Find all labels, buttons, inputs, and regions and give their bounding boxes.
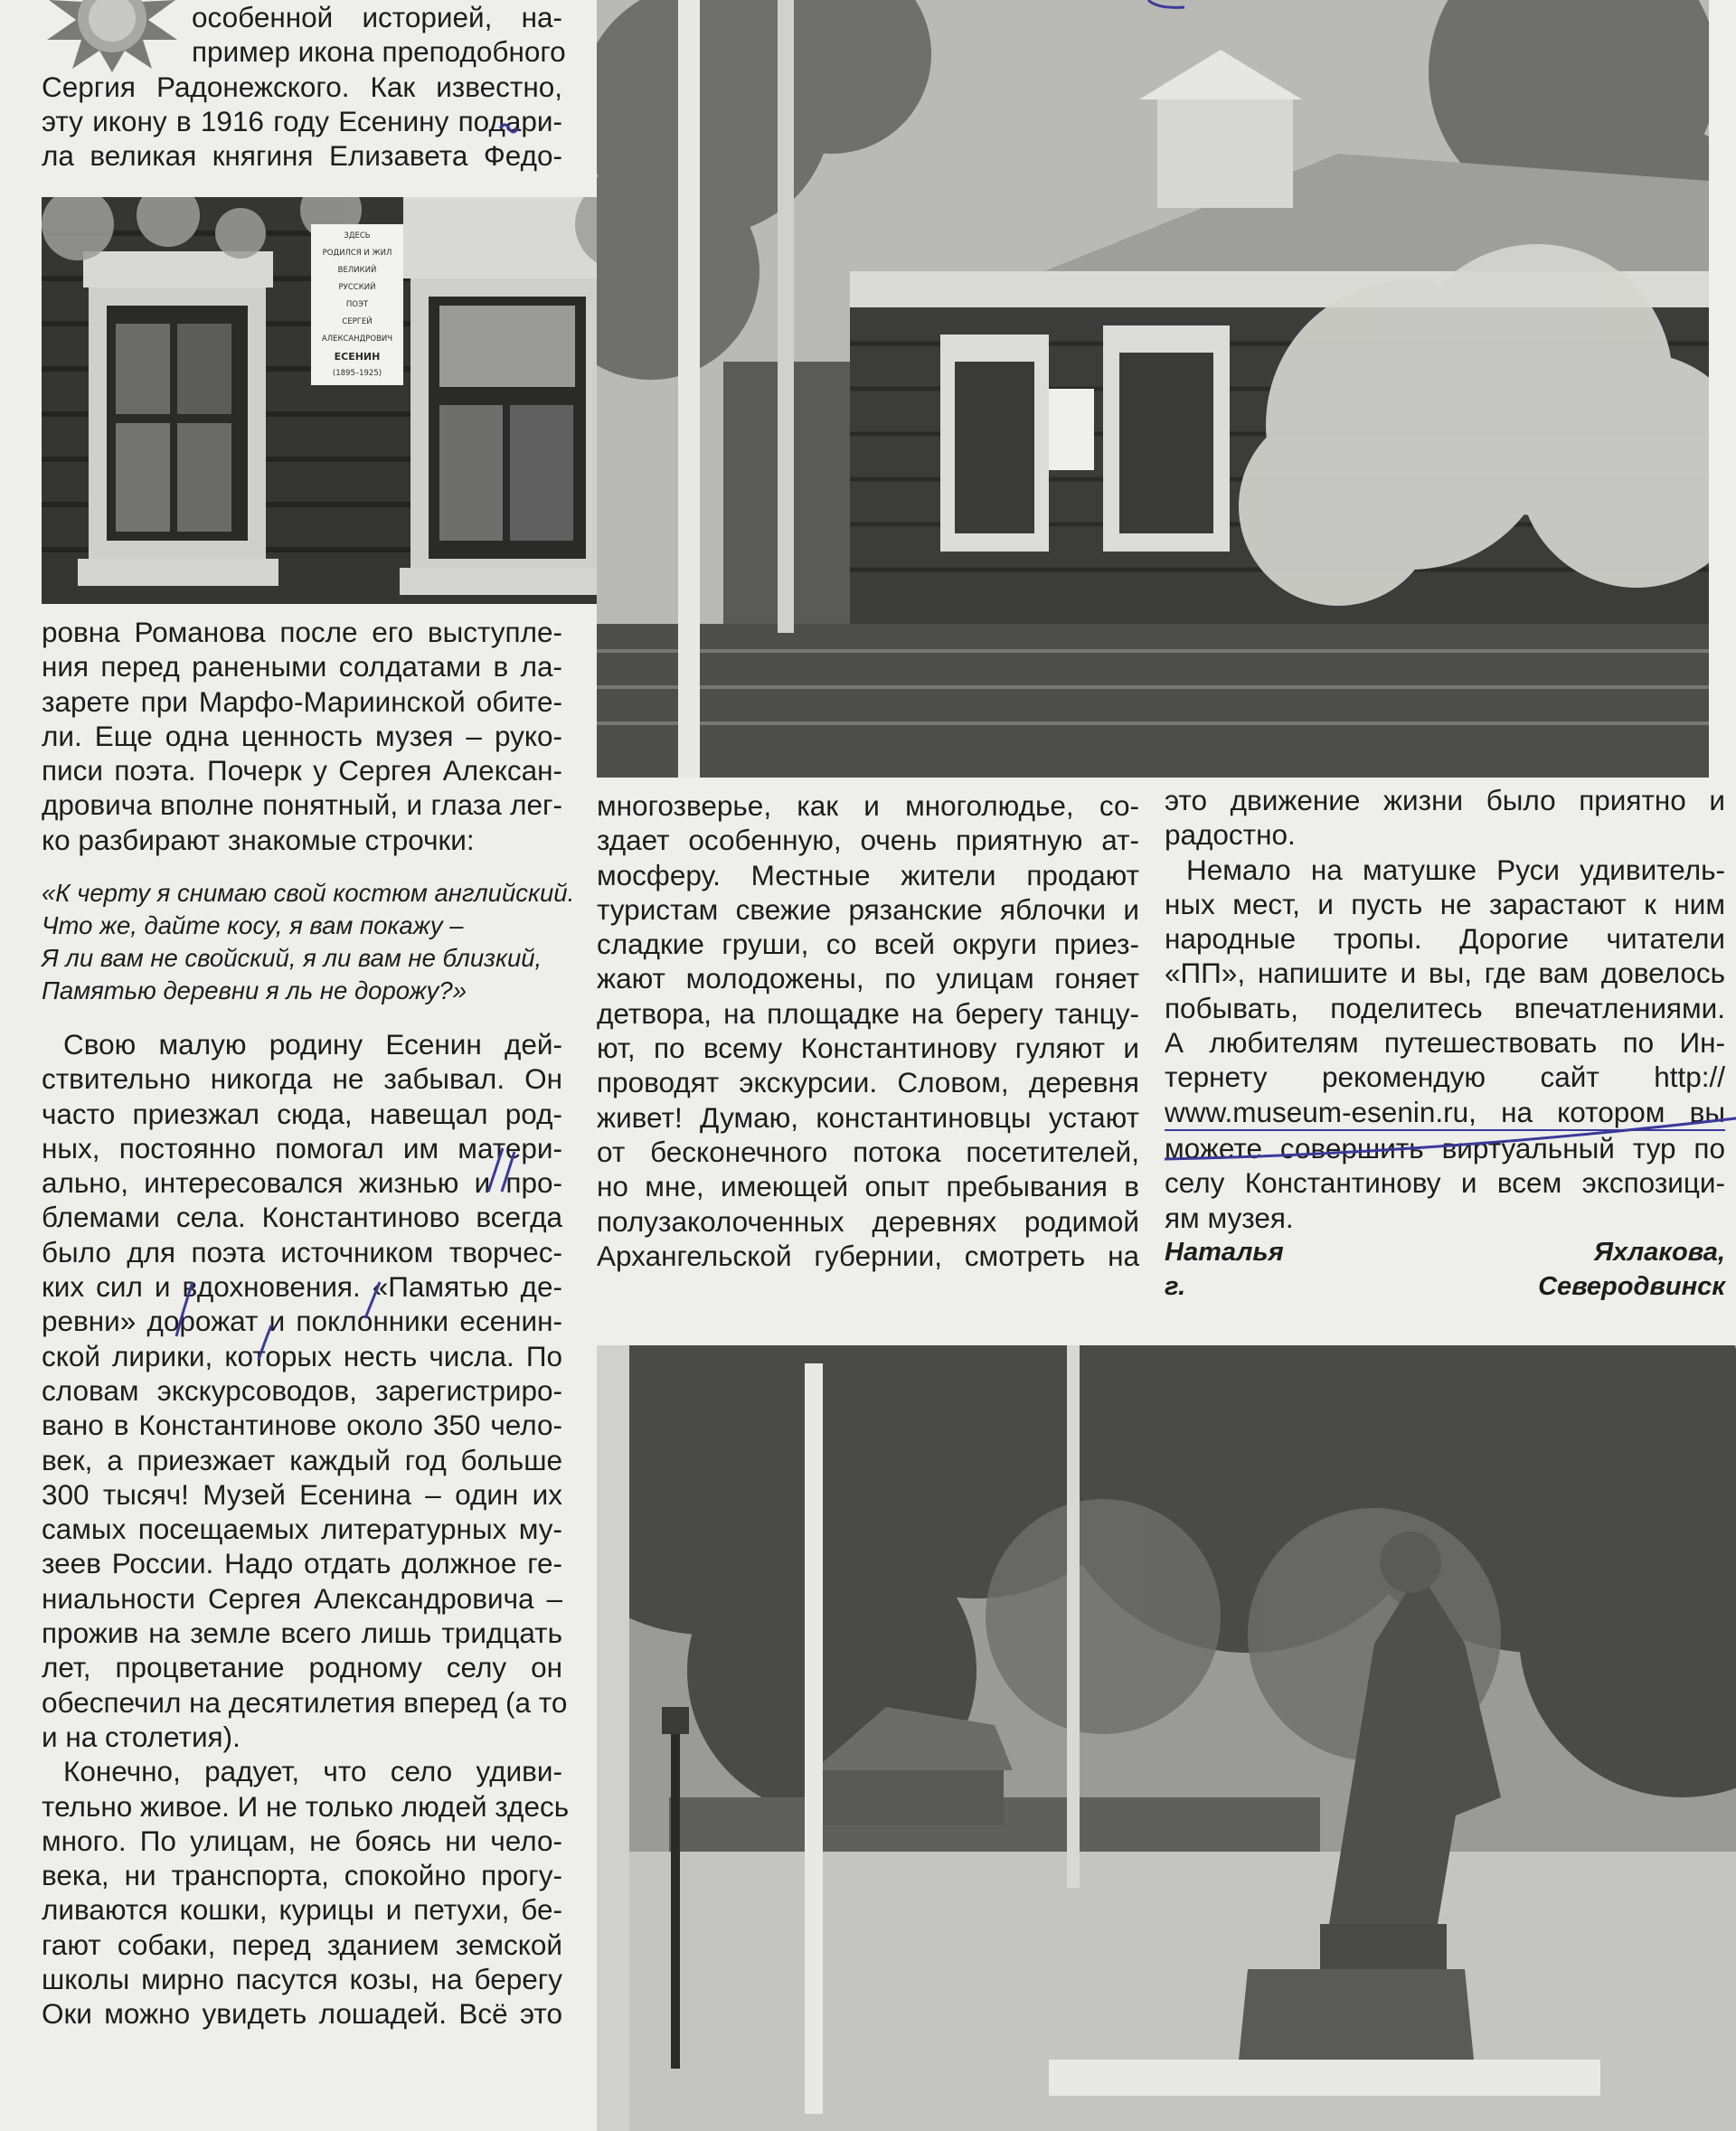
plaque-line: ЗДЕСЬ (344, 231, 371, 240)
text-line: это движение жизни было приятно и (1165, 784, 1725, 816)
text-line: от бесконечного потока посетителей, (597, 1135, 1139, 1168)
text-line: прожив на земле всего лишь тридцать (42, 1617, 562, 1650)
text-line: пример икона преподобного (192, 35, 566, 69)
text-line: здает особенную, очень приятную ат- (597, 824, 1139, 857)
poem-line: Что же, дайте косу, я вам покажу – (42, 911, 464, 939)
text-line: века, ни транспорта, спокойно прогу- (42, 1859, 562, 1892)
column-2 (597, 788, 1139, 1273)
text-line: тельно живое. И не только людей здесь (42, 1789, 570, 1823)
text-line: зеев России. Надо отдать должное ге- (42, 1547, 562, 1580)
text-line: ально, интересовался жизнью и про- (42, 1166, 562, 1200)
column-1-paragraph-2 (42, 1027, 570, 2032)
text-line: туристам свежие рязанские яблочки и (597, 892, 1139, 926)
plaque-line: РУССКИЙ (338, 283, 376, 292)
text-line: ской лирики, которых несть числа. По (42, 1339, 562, 1372)
text-line: селу Константинову и всем экспозици- (1165, 1166, 1725, 1200)
text-line: ных мест, и пусть не зарастают к ним (1165, 887, 1725, 920)
plaque-line: ПОЭТ (345, 300, 369, 309)
text-line: сладкие груши, со всей округи приез- (597, 928, 1139, 961)
text-line: 300 тысяч! Музей Есенина – один их (42, 1477, 562, 1511)
text-line: ют, по всему Константинову гуляют и (597, 1032, 1139, 1065)
text-line: ниальности Сергея Александровича – (42, 1581, 562, 1615)
plaque-line: АЛЕКСАНДРОВИЧ (321, 335, 393, 344)
text-line: часто приезжал сюда, навещал род- (42, 1097, 562, 1130)
text-line: Оки можно увидеть лошадей. Всё это (42, 1997, 562, 2031)
text-line: мосферу. Местные жители продают (597, 858, 1139, 891)
text-line: тернету рекомендую сайт http:// (1165, 1061, 1725, 1094)
house-photo (597, 0, 1709, 778)
text-line: многозверье, как и многолюдье, со- (597, 789, 1139, 822)
text-line: полузаколоченных деревнях родимой (597, 1204, 1139, 1238)
text-line: «ПП», напишите и вы, где вам довелось (1165, 957, 1725, 990)
text-line: век, а приезжает каждый год больше (42, 1443, 562, 1476)
text-line: ла великая княгиня Елизавета Федо- (42, 139, 562, 173)
plaque-line: ЕСЕНИН (334, 351, 381, 363)
text-line: эту икону в 1916 году Есенину подари- (42, 104, 562, 137)
text-line: Свою малую родину Есенин дей- (63, 1028, 562, 1061)
text-line: жают молодожены, по улицам гоняет (597, 962, 1139, 995)
text-line: Архангельской губернии, смотреть на (597, 1239, 1139, 1272)
poem-line: «К черту я снимаю свой костюм английский. (42, 879, 575, 907)
column-3 (1165, 783, 1725, 1304)
author-city: г. Северодвинск (1165, 1272, 1725, 1302)
plaque-line: ВЕЛИКИЙ (337, 266, 377, 275)
text-line: ко разбирают знакомые строчки: (42, 823, 475, 856)
text-line: вано в Константинове около 350 чело- (42, 1409, 562, 1442)
memorial-plaque (311, 224, 403, 385)
text-line: Немало на матушке Руси удивитель- (1186, 853, 1725, 886)
text-line: народные тропы. Дорогие читатели (1165, 922, 1725, 956)
text-line: Конечно, радует, что село удиви- (63, 1755, 562, 1788)
poem-quote (42, 877, 575, 1007)
text-line: можете совершить виртуальный тур по (1165, 1131, 1725, 1165)
text-line: ствительно никогда не забывал. Он (42, 1062, 562, 1096)
plaque-line: СЕРГЕЙ (342, 317, 373, 326)
text-line: ям музея. (1165, 1201, 1294, 1234)
text-line: писи поэта. Почерк у Сергея Алексан- (42, 754, 562, 787)
text-line: проводят экскурсии. Словом, деревня (597, 1066, 1139, 1099)
text-line: зарете при Марфо-Мариинской обите- (42, 684, 562, 718)
text-line: было для поэта источником творчес- (42, 1235, 562, 1268)
text-line: живет! Думаю, константиновцы устают (597, 1100, 1139, 1134)
museum-link[interactable]: www.museum-esenin.ru, на котором вы (1165, 1095, 1725, 1131)
text-line: школы мирно пасутся козы, на берегу (42, 1963, 562, 1996)
windows-photo (42, 197, 662, 604)
text-line: ких сил и вдохновения. «Памятью де- (42, 1270, 562, 1304)
column-1 (42, 615, 562, 857)
text-line: словам экскурсоводов, зарегистриро- (42, 1373, 562, 1407)
plaque-line: (1895–1925) (332, 369, 382, 378)
text-line: Сергия Радонежского. Как известно, (42, 70, 562, 103)
text-line: блемами села. Константиново всегда (42, 1201, 562, 1234)
text-line: детвора, на площадке на берегу танцу- (597, 996, 1139, 1030)
text-line: гают собаки, перед зданием земской (42, 1928, 562, 1961)
text-line: радостно. (1165, 818, 1296, 852)
text-line: обеспечил на десятилетия вперед (а то (42, 1685, 568, 1719)
text-line: ревни» дорожат и поклонники есенин- (42, 1305, 562, 1338)
text-line: ных, постоянно помогал им матери- (42, 1131, 562, 1165)
monument-photo (597, 1345, 1736, 2131)
text-line: ровна Романова после его выступле- (42, 616, 562, 648)
plaque-line: РОДИЛСЯ И ЖИЛ (322, 249, 392, 258)
text-line: дровича вполне понятный, и глаза лег- (42, 788, 562, 822)
text-line: ния перед ранеными солдатами в ла- (42, 650, 562, 684)
text-line: и на столетия). (42, 1720, 241, 1753)
text-line: ливаются кошки, курицы и петухи, бе- (42, 1893, 562, 1927)
poem-line: Я ли вам не свойский, я ли вам не близкий, (42, 944, 542, 972)
text-line: А любителям путешествовать по Ин- (1165, 1026, 1725, 1060)
text-line: лет, процветание родному селу он (42, 1651, 562, 1684)
text-line: ли. Еще одна ценность музея – руко- (42, 719, 562, 752)
text-line: много. По улицам, не боясь ни чело- (42, 1824, 562, 1857)
intro-text (42, 0, 566, 173)
text-line: самых посещаемых литературных му- (42, 1513, 562, 1546)
text-line: особенной историей, на- (192, 1, 562, 33)
poem-line: Памятью деревни я ль не дорожу?» (42, 976, 467, 1004)
author-name: Наталья Яхлакова, (1165, 1237, 1725, 1267)
text-line: побывать, поделитесь впечатлениями. (1165, 991, 1725, 1024)
text-line: но мне, имеющей опыт пребывания в (597, 1170, 1139, 1203)
